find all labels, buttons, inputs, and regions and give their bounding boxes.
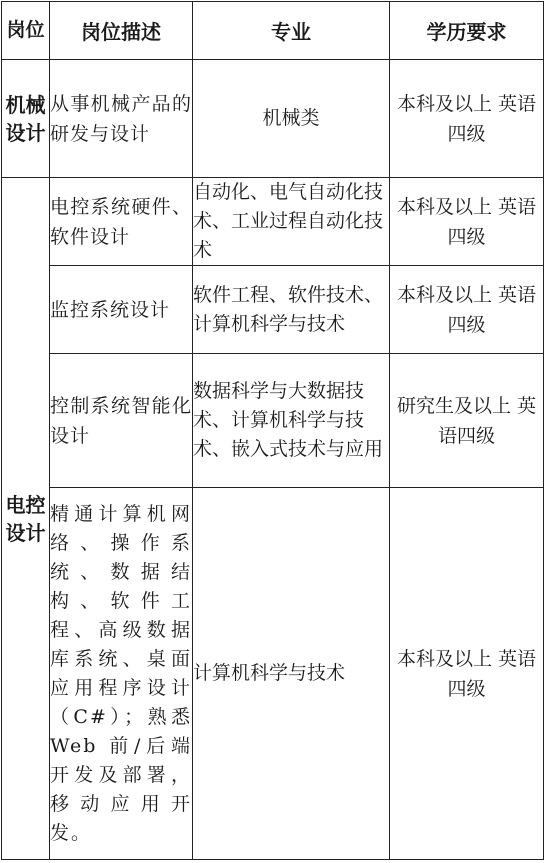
header-description: 岗位描述 bbox=[50, 2, 193, 60]
description-cell: 从事机械产品的研发与设计 bbox=[50, 60, 193, 178]
job-requirements-table bbox=[1, 1, 544, 860]
description-cell: 监控系统设计 bbox=[50, 266, 193, 354]
description-cell: 控制系统智能化设计 bbox=[50, 354, 193, 488]
description-cell: 电控系统硬件、软件设计 bbox=[50, 178, 193, 266]
major-cell: 机械类 bbox=[193, 60, 390, 178]
major-cell: 软件工程、软件技术、计算机科学与技术 bbox=[193, 266, 390, 354]
table-header-row bbox=[2, 2, 544, 60]
major-cell: 数据科学与大数据技术、计算机科学与技术、嵌入式技术与应用 bbox=[193, 354, 390, 488]
header-position: 岗位 bbox=[2, 2, 50, 60]
education-cell: 本科及以上 英语四级 bbox=[390, 266, 544, 354]
education-cell: 本科及以上 英语四级 bbox=[390, 488, 544, 860]
education-cell: 本科及以上 英语四级 bbox=[390, 60, 544, 178]
major-cell: 自动化、电气自动化技术、工业过程自动化技术 bbox=[193, 178, 390, 266]
header-education: 学历要求 bbox=[390, 2, 544, 60]
table-row bbox=[2, 60, 544, 178]
table-row bbox=[2, 354, 544, 488]
table-row bbox=[2, 266, 544, 354]
position-electrical-control-design: 电控设计 bbox=[2, 178, 50, 860]
description-cell: 精通计算机网络、操作系统、数据结构、软件工程、高级数据库系统、桌面应用程序设计（C#）；熟悉Web 前/后端开发及部署，移动应用开发。 bbox=[50, 488, 193, 860]
major-cell: 计算机科学与技术 bbox=[193, 488, 390, 860]
position-mechanical-design: 机械设计 bbox=[2, 60, 50, 178]
header-major: 专业 bbox=[193, 2, 390, 60]
education-cell: 本科及以上 英语四级 bbox=[390, 178, 544, 266]
education-cell: 研究生及以上 英语四级 bbox=[390, 354, 544, 488]
table-row bbox=[2, 488, 544, 860]
table-row bbox=[2, 178, 544, 266]
